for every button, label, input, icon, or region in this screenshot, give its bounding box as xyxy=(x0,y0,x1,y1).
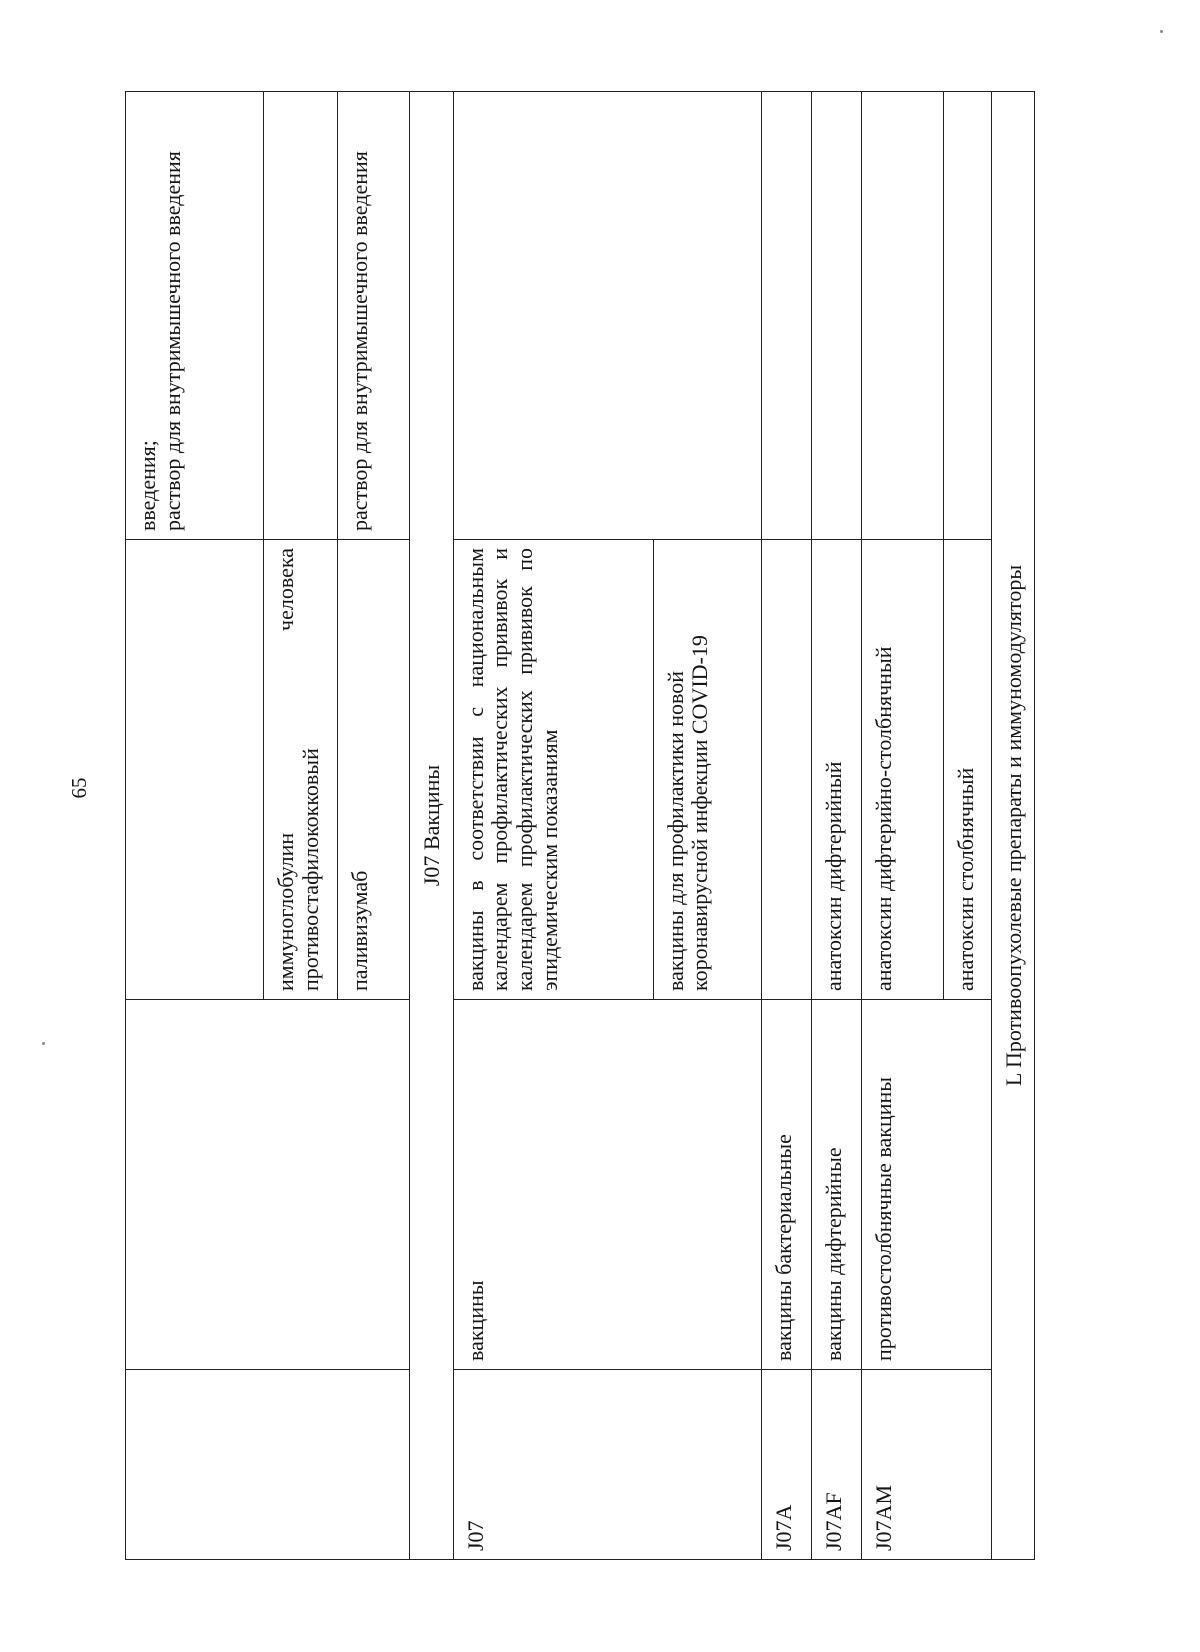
drug-table xyxy=(125,91,1035,1560)
section-title-l: L Противоопухолевые препараты и иммуномодуляторы xyxy=(991,92,1035,1560)
form-cell xyxy=(761,92,811,540)
drug-name: анатоксин дифтерийно-столбнячный xyxy=(861,540,943,1000)
form-cell xyxy=(453,92,761,540)
page-number: 65 xyxy=(67,777,91,799)
table-row xyxy=(453,92,653,1560)
table-row xyxy=(761,92,811,1560)
drug-name: вакцины в соответствии с национальным календарем профилактических прививок и календарем профилактических прививок по эпидемическим показаниям xyxy=(453,540,653,1000)
group-name: вакцины бактериальные xyxy=(761,1000,811,1370)
section-header-row xyxy=(991,92,1035,1560)
atc-code: J07AF xyxy=(811,1370,861,1560)
group-cell xyxy=(126,1000,410,1370)
section-header-row xyxy=(410,92,454,1560)
table-row xyxy=(126,92,264,1560)
group-name: вакцины дифтерийные xyxy=(811,1000,861,1370)
form-cell xyxy=(811,92,861,540)
form-cell xyxy=(861,92,943,540)
atc-code-cell xyxy=(126,1370,410,1560)
scan-speck xyxy=(1160,30,1163,33)
atc-code: J07A xyxy=(761,1370,811,1560)
dosage-form-text: раствор для внутримышечного введения xyxy=(338,92,410,540)
form-cell xyxy=(126,92,264,540)
rotated-page-content xyxy=(125,92,1095,1560)
group-name: вакцины xyxy=(453,1000,761,1370)
atc-code: J07 xyxy=(453,1370,761,1560)
drug-name: паливизумаб xyxy=(338,540,410,1000)
drug-cell xyxy=(761,540,811,1000)
drug-name: анатоксин дифтерийный xyxy=(811,540,861,1000)
drug-name: иммуноглобулин человека противостафилококковый xyxy=(264,540,338,1000)
drug-name: вакцины для профилактики новой коронавирусной инфекции COVID-19 xyxy=(653,540,761,1000)
atc-code: J07AM xyxy=(861,1370,991,1560)
form-cell xyxy=(943,92,991,540)
scan-speck xyxy=(42,1042,45,1045)
form-cell xyxy=(264,92,338,540)
dosage-form-text: раствор для внутримышечного введения xyxy=(159,151,185,531)
table-row xyxy=(861,92,943,1560)
drug-cell xyxy=(126,540,264,1000)
table-row xyxy=(811,92,861,1560)
group-name: противостолбнячные вакцины xyxy=(861,1000,991,1370)
drug-name: анатоксин столбнячный xyxy=(943,540,991,1000)
dosage-form-text: введения; xyxy=(135,440,160,531)
section-title-j07: J07 Вакцины xyxy=(410,92,454,1560)
